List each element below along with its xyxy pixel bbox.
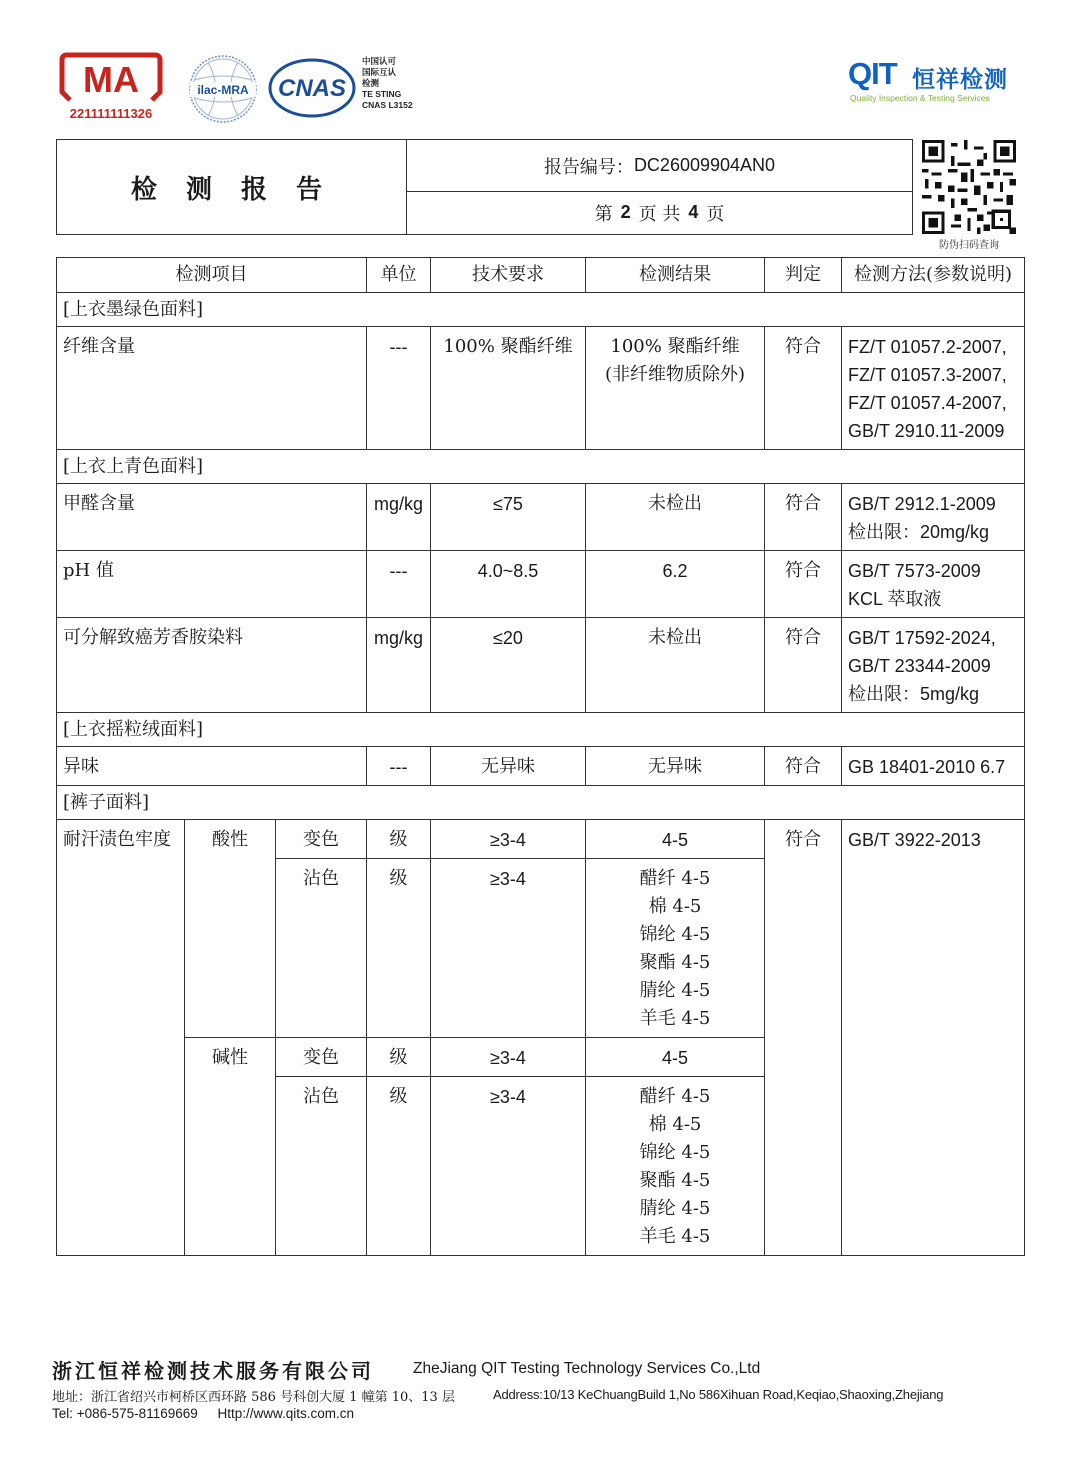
unit-cell: mg/kg <box>367 484 431 551</box>
table-row <box>57 484 1025 551</box>
result-cell: 6.2 <box>586 551 765 618</box>
result-cell <box>586 859 765 1038</box>
qit-logo <box>848 56 1018 106</box>
col-header: 单位 <box>367 258 431 293</box>
cnas-side-line: TE STING <box>362 89 402 99</box>
website-link[interactable]: Http://www.qits.com.cn <box>217 1406 355 1421</box>
qit-en-slogan: Quality Inspection & Testing Services <box>850 93 990 103</box>
method-cell <box>842 551 1025 618</box>
table-row <box>57 820 1025 859</box>
result-line: 羊毛 4-5 <box>639 1008 711 1029</box>
cma-letters: MA <box>83 59 139 100</box>
ilac-text: ilac-MRA <box>197 83 249 97</box>
col-header: 检测项目 <box>57 258 367 293</box>
requirement-cell: 无异味 <box>431 747 586 786</box>
section-title: [上衣上青色面料] <box>57 450 1025 484</box>
subitem-cell: 变色 <box>276 820 367 859</box>
page-current: 2 <box>620 202 631 222</box>
cnas-mark-icon <box>268 58 356 118</box>
condition-cell: 碱性 <box>185 1038 276 1256</box>
unit-cell: mg/kg <box>367 618 431 713</box>
company-name-cn: 浙江恒祥检测技术服务有限公司 <box>52 1359 374 1383</box>
page-total: 4 <box>688 202 699 222</box>
method-line: FZ/T 01057.4-2007, <box>848 393 1007 413</box>
method-line: GB/T 2912.1-2009 <box>848 494 996 514</box>
result-line: 醋纤 4-5 <box>639 1086 711 1107</box>
method-line: GB/T 7573-2009 <box>848 561 981 581</box>
method-line: FZ/T 01057.3-2007, <box>848 365 1007 385</box>
unit-cell: --- <box>367 327 431 450</box>
table-row <box>57 551 1025 618</box>
page-mid: 页 共 <box>638 203 681 225</box>
unit-cell: --- <box>367 747 431 786</box>
result-line: 聚酯 4-5 <box>639 1170 711 1191</box>
result-line: (非纤维物质除外) <box>604 364 746 385</box>
unit-cell: 级 <box>367 1077 431 1256</box>
cnas-text: CNAS <box>277 75 347 102</box>
result-line: 锦纶 4-5 <box>639 1142 711 1163</box>
item-cell: 甲醛含量 <box>57 484 367 551</box>
requirement-cell: ≥3-4 <box>431 1077 586 1256</box>
method-line: KCL 萃取液 <box>848 589 942 609</box>
cma-mark-icon <box>56 50 166 106</box>
unit-cell: 级 <box>367 859 431 1038</box>
qr-code-icon[interactable] <box>922 140 1016 234</box>
result-cell: 4-5 <box>586 1038 765 1077</box>
item-cell: 异味 <box>57 747 367 786</box>
section-title: [裤子面料] <box>57 786 1025 820</box>
qit-mark: QIT <box>848 56 897 91</box>
cnas-side-line: 国际互认 <box>362 67 397 77</box>
cnas-logo <box>268 58 356 118</box>
table-row <box>57 747 1025 786</box>
col-header: 技术要求 <box>431 258 586 293</box>
subitem-cell: 沾色 <box>276 859 367 1038</box>
unit-cell: 级 <box>367 1038 431 1077</box>
section-row <box>57 713 1025 747</box>
verdict-cell: 符合 <box>765 820 842 1256</box>
result-line: 聚酯 4-5 <box>639 952 711 973</box>
result-line: 锦纶 4-5 <box>639 924 711 945</box>
page-prefix: 第 <box>594 203 613 225</box>
result-line: 醋纤 4-5 <box>639 868 711 889</box>
item-cell: pH 值 <box>57 551 367 618</box>
method-line: 检出限：5mg/kg <box>848 684 980 704</box>
cnas-side-text <box>362 56 413 111</box>
qit-cn-name: 恒祥检测 <box>912 67 1008 93</box>
table-row <box>57 327 1025 450</box>
ilac-mra-logo <box>188 54 258 124</box>
method-cell: GB/T 3922-2013 <box>842 820 1025 1256</box>
telephone: Tel: +086-575-81169669 <box>52 1406 198 1421</box>
section-title: [上衣摇粒绒面料] <box>57 713 1025 747</box>
section-row <box>57 293 1025 327</box>
cnas-side-line: 检测 <box>362 78 380 88</box>
requirement-cell: ≤75 <box>431 484 586 551</box>
report-header <box>56 139 913 235</box>
result-cell: 4-5 <box>586 820 765 859</box>
result-line: 棉 4-5 <box>648 1114 702 1135</box>
item-cell: 耐汗渍色牢度 <box>57 820 185 1256</box>
col-header: 判定 <box>765 258 842 293</box>
method-line: FZ/T 01057.2-2007, <box>848 337 1007 357</box>
address-en: Address:10/13 KeChuangBuild 1,No 586Xihuan Road,Keqiao,Shaoxing,Zhejiang <box>493 1387 944 1402</box>
page-info-row <box>407 191 912 234</box>
result-cell <box>586 327 765 450</box>
cnas-side-line: CNAS L3152 <box>362 100 413 110</box>
item-cell: 可分解致癌芳香胺染料 <box>57 618 367 713</box>
requirement-cell: ≤20 <box>431 618 586 713</box>
method-line: GB/T 23344-2009 <box>848 656 991 676</box>
result-line: 羊毛 4-5 <box>639 1226 711 1247</box>
page-suffix: 页 <box>706 203 725 225</box>
result-line: 腈纶 4-5 <box>639 1198 711 1219</box>
method-line: 检出限：20mg/kg <box>848 522 990 542</box>
method-cell <box>842 484 1025 551</box>
requirement-cell: ≥3-4 <box>431 1038 586 1077</box>
method-cell: GB 18401-2010 6.7 <box>842 747 1025 786</box>
section-row <box>57 786 1025 820</box>
cma-number: 221111111326 <box>69 106 153 121</box>
verdict-cell: 符合 <box>765 618 842 713</box>
condition-cell: 酸性 <box>185 820 276 1038</box>
cma-logo <box>56 50 166 126</box>
item-cell: 纤维含量 <box>57 327 367 450</box>
method-cell <box>842 618 1025 713</box>
company-name-en: ZheJiang QIT Testing Technology Services Co.,Ltd <box>413 1360 761 1377</box>
verdict-cell: 符合 <box>765 747 842 786</box>
section-row <box>57 450 1025 484</box>
col-header: 检测结果 <box>586 258 765 293</box>
report-number-label: 报告编号： <box>543 156 634 178</box>
report-title: 检 测 报 告 <box>57 140 407 234</box>
requirement-cell: 4.0~8.5 <box>431 551 586 618</box>
method-cell <box>842 327 1025 450</box>
results-table <box>56 257 1025 1256</box>
table-header-row <box>57 258 1025 293</box>
verdict-cell: 符合 <box>765 484 842 551</box>
subitem-cell: 沾色 <box>276 1077 367 1256</box>
qr-caption: 防伪扫码查询 <box>939 240 999 251</box>
ilac-globe-icon <box>188 54 258 124</box>
result-line: 100% 聚酯纤维 <box>610 336 740 357</box>
result-cell <box>586 1077 765 1256</box>
subitem-cell: 变色 <box>276 1038 367 1077</box>
result-cell: 无异味 <box>586 747 765 786</box>
contact-line <box>52 1406 370 1421</box>
method-line: GB/T 17592-2024, <box>848 628 996 648</box>
verdict-cell: 符合 <box>765 551 842 618</box>
method-line: GB/T 2910.11-2009 <box>848 421 1005 441</box>
result-line: 腈纶 4-5 <box>639 980 711 1001</box>
section-title: [上衣墨绿色面料] <box>57 293 1025 327</box>
result-cell: 未检出 <box>586 484 765 551</box>
requirement-cell: ≥3-4 <box>431 820 586 859</box>
result-cell: 未检出 <box>586 618 765 713</box>
verdict-cell: 符合 <box>765 327 842 450</box>
requirement-cell: ≥3-4 <box>431 859 586 1038</box>
unit-cell: 级 <box>367 820 431 859</box>
cnas-side-line: 中国认可 <box>362 56 397 66</box>
report-number: DC26009904AN0 <box>633 155 776 175</box>
address-cn: 地址：浙江省绍兴市柯桥区西环路 586 号科创大厦 1 幢第 10、13 层 <box>52 1390 455 1405</box>
report-number-row <box>407 140 912 192</box>
table-row <box>57 618 1025 713</box>
result-line: 棉 4-5 <box>648 896 702 917</box>
unit-cell: --- <box>367 551 431 618</box>
requirement-cell: 100% 聚酯纤维 <box>431 327 586 450</box>
col-header: 检测方法(参数说明) <box>842 258 1025 293</box>
